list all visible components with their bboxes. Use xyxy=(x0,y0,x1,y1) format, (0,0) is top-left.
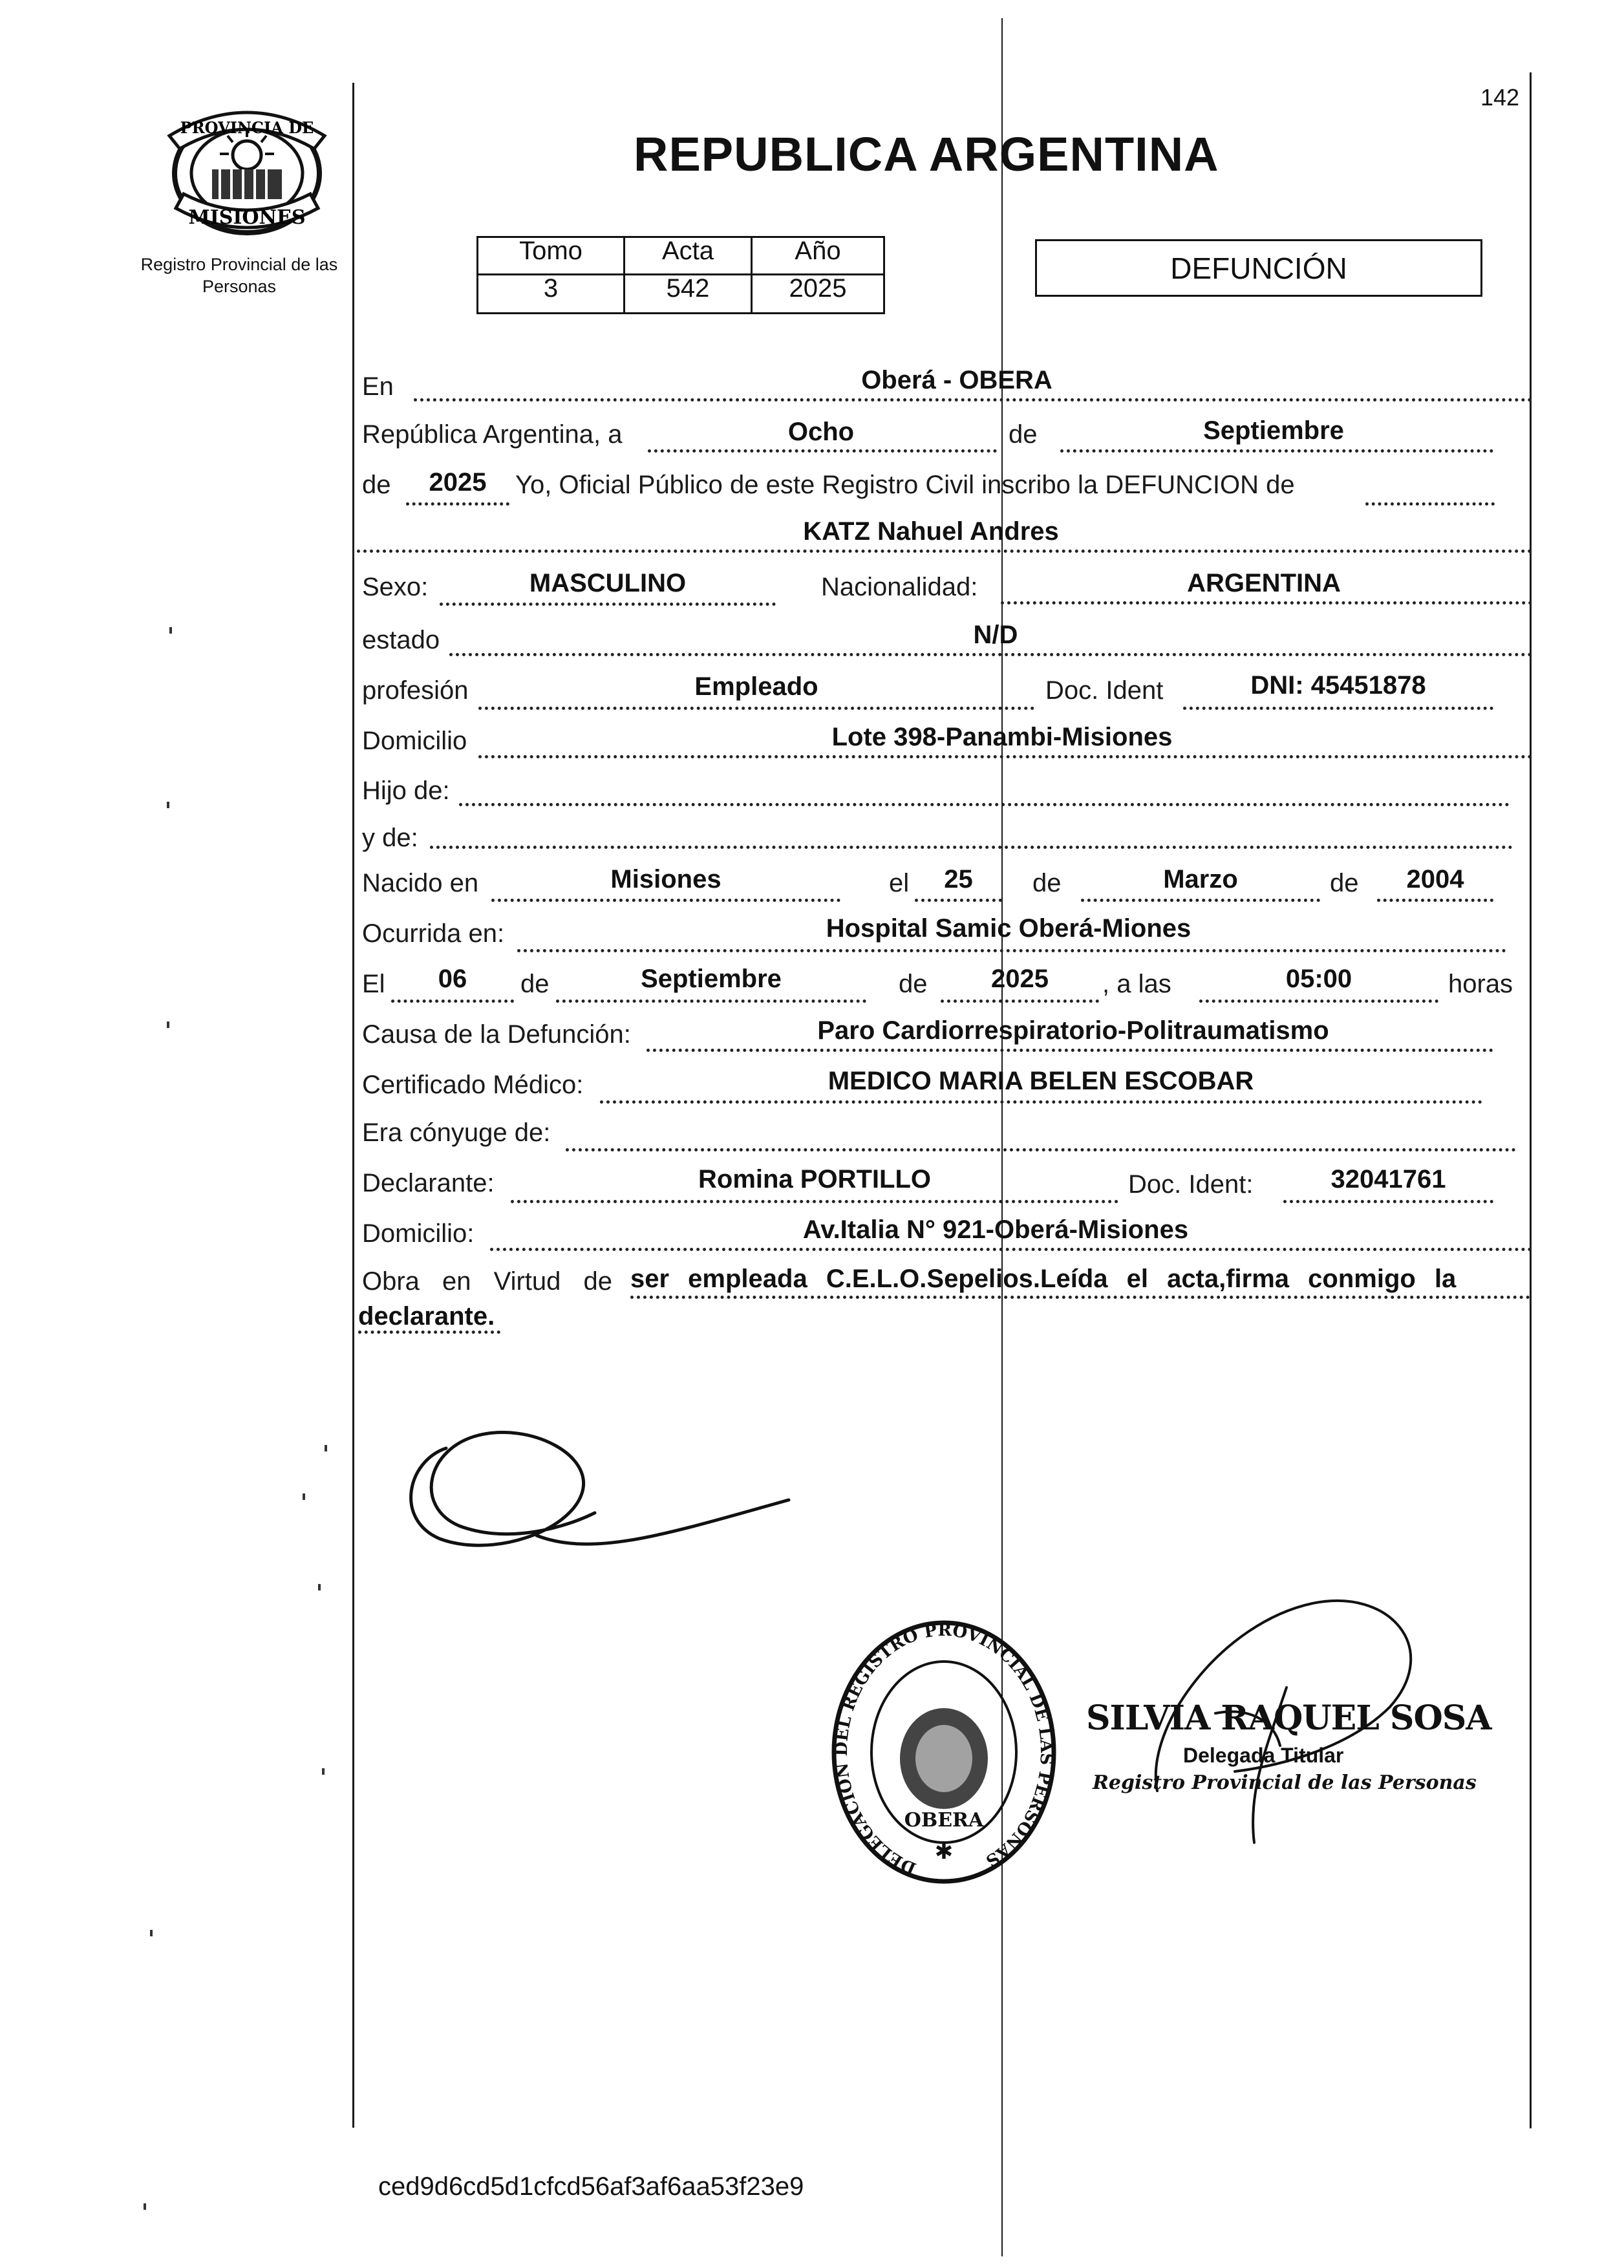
death-de-label: de xyxy=(520,970,550,998)
birth-day-dotted-line xyxy=(915,899,1002,902)
registry-name: Registro Provincial de las Personas xyxy=(140,255,338,296)
margin-speck xyxy=(150,1930,153,1936)
ocurrida-value: Hospital Samic Oberá-Miones xyxy=(826,914,1191,943)
declarante-label: Declarante: xyxy=(362,1169,495,1197)
stamp-city: OBERA xyxy=(904,1809,984,1832)
obra-value-line2: declarante. xyxy=(358,1302,495,1331)
folio-number: 142 xyxy=(1480,84,1520,111)
obra-label: Obra en Virtud de xyxy=(362,1267,613,1296)
decl-doc-dotted-line xyxy=(1283,1200,1493,1203)
deceased-name: KATZ Nahuel Andres xyxy=(803,517,1059,546)
ocurrida-dotted-line xyxy=(517,949,1506,952)
table-value-acta: 542 xyxy=(623,273,753,314)
margin-speck xyxy=(318,1584,321,1590)
margin-speck xyxy=(167,802,169,808)
profesion-dotted-line xyxy=(478,707,1034,710)
death-time: 05:00 xyxy=(1285,965,1352,993)
estado-value: N/D xyxy=(973,621,1018,649)
de-label: de xyxy=(1009,420,1038,449)
nacionalidad-dotted-line xyxy=(1001,601,1532,604)
death-day-dotted-line xyxy=(391,1000,514,1003)
sexo-dotted-line xyxy=(440,603,776,606)
y-de-label: y de: xyxy=(362,824,418,852)
stamp-star-icon: ✱ xyxy=(934,1839,954,1864)
stamp-ring-text: DELEGACION DEL REGISTRO PROVINCIAL DE LAS PERSONAS xyxy=(831,1620,1056,1878)
seal-bottom-text: MISIONES xyxy=(188,206,306,229)
margin-speck xyxy=(169,627,172,634)
table-value-ano: 2025 xyxy=(751,273,885,314)
table-value-tomo: 3 xyxy=(476,273,625,314)
causa-value: Paro Cardiorrespiratorio-Politraumatismo xyxy=(817,1016,1329,1045)
hijo-label: Hijo de: xyxy=(362,776,450,805)
decl-domicilio-dotted-line xyxy=(490,1248,1532,1251)
hijo-dotted-line xyxy=(459,803,1510,806)
right-margin-line xyxy=(1530,72,1532,2128)
death-month: Septiembre xyxy=(641,965,782,993)
death-time-dotted-line xyxy=(1199,1000,1438,1003)
month-value: Septiembre xyxy=(1203,416,1344,445)
document-hash: ced9d6cd5d1cfcd56af3af6aa53f23e9 xyxy=(378,2172,804,2201)
misiones-seal-logo xyxy=(160,97,334,246)
nacido-dotted-line xyxy=(491,899,840,902)
nacionalidad-label: Nacionalidad: xyxy=(821,573,978,601)
en-dotted-line xyxy=(414,398,1532,401)
declarante-value: Romina PORTILLO xyxy=(698,1165,931,1193)
republica-label: República Argentina, a xyxy=(362,420,623,449)
margin-speck xyxy=(325,1445,327,1451)
profesion-value: Empleado xyxy=(694,672,818,701)
country-title: REPUBLICA ARGENTINA xyxy=(634,127,1219,181)
year-value: 2025 xyxy=(429,468,487,497)
obra-dotted-line2 xyxy=(358,1331,500,1334)
birth-month-dotted-line xyxy=(1081,899,1320,902)
decl-domicilio-label: Domicilio: xyxy=(362,1219,475,1248)
table-header-ano: Año xyxy=(751,236,885,275)
margin-speck xyxy=(303,1493,305,1500)
record-type-box: DEFUNCIÓN xyxy=(1035,239,1482,297)
causa-dotted-line xyxy=(646,1049,1493,1052)
year-dotted-line xyxy=(406,502,509,506)
profesion-label: profesión xyxy=(362,676,469,705)
statement-dotted-line xyxy=(1365,502,1495,506)
declarante-dotted-line xyxy=(511,1200,1118,1203)
center-fold-line xyxy=(1001,18,1003,2256)
death-month-dotted-line xyxy=(556,1000,866,1003)
sexo-value: MASCULINO xyxy=(529,569,687,597)
birth-de2-label: de xyxy=(1330,869,1359,897)
statement-text: Yo, Oficial Público de este Registro Civil inscribo la DEFUNCION de xyxy=(515,471,1295,499)
certificado-value: MEDICO MARIA BELEN ESCOBAR xyxy=(828,1067,1254,1095)
margin-speck xyxy=(167,1022,169,1028)
left-margin-line xyxy=(352,83,354,2128)
estado-label: estado xyxy=(362,626,440,654)
birth-year-dotted-line xyxy=(1377,899,1493,902)
a-las-label: , a las xyxy=(1102,970,1171,998)
certificado-label: Certificado Médico: xyxy=(362,1071,584,1099)
day-value: Ocho xyxy=(787,418,855,446)
month-dotted-line xyxy=(1060,449,1493,453)
death-year: 2025 xyxy=(991,965,1049,993)
conyuge-dotted-line xyxy=(566,1148,1516,1151)
official-stamp xyxy=(818,1613,1070,1910)
decl-doc-value: 32041761 xyxy=(1330,1165,1446,1193)
birth-de-label: de xyxy=(1032,869,1062,897)
conyuge-label: Era cónyuge de: xyxy=(362,1118,551,1147)
signatory-title: Delegada Titular xyxy=(1183,1744,1344,1767)
nacionalidad-value: ARGENTINA xyxy=(1187,569,1341,597)
seal-top-text: PROVINCIA DE xyxy=(180,118,314,137)
birth-day: 25 xyxy=(944,865,973,893)
margin-speck xyxy=(322,1768,325,1775)
obra-value-line1: ser empleada C.E.L.O.Sepelios.Leída el acta,firma conmigo la xyxy=(630,1265,1457,1293)
obra-dotted-line1 xyxy=(630,1296,1530,1299)
death-day: 06 xyxy=(438,965,467,993)
margin-speck xyxy=(144,2203,146,2210)
y-de-dotted-line xyxy=(430,846,1513,849)
estado-dotted-line xyxy=(449,653,1532,656)
domicilio-dotted-line xyxy=(478,755,1532,758)
decl-domicilio-value: Av.Italia N° 921-Oberá-Misiones xyxy=(802,1215,1189,1244)
name-dotted-line xyxy=(357,550,1532,553)
birth-month: Marzo xyxy=(1163,865,1238,893)
declarant-signature xyxy=(401,1422,840,1597)
signatory-office: Registro Provincial de las Personas xyxy=(1093,1771,1477,1794)
signatory-name: SILVIA RAQUEL SOSA xyxy=(1086,1698,1491,1738)
el-cap-label: El xyxy=(362,970,385,998)
nacido-value: Misiones xyxy=(610,865,721,893)
en-value: Oberá - OBERA xyxy=(861,366,1052,394)
decl-doc-label: Doc. Ident: xyxy=(1128,1170,1254,1199)
horas-label: horas xyxy=(1448,970,1513,998)
table-header-tomo: Tomo xyxy=(476,236,625,275)
doc-ident-label: Doc. Ident xyxy=(1045,676,1164,705)
domicilio-value: Lote 398-Panambi-Misiones xyxy=(831,723,1173,751)
birth-year: 2004 xyxy=(1406,865,1464,893)
death-year-dotted-line xyxy=(941,1000,1099,1003)
el-label: el xyxy=(889,869,910,897)
doc-ident-value: DNI: 45451878 xyxy=(1250,671,1426,700)
en-label: En xyxy=(362,372,394,401)
nacido-label: Nacido en xyxy=(362,869,479,897)
doc-ident-dotted-line xyxy=(1183,707,1493,710)
de-year-label: de xyxy=(362,471,391,499)
domicilio-label: Domicilio xyxy=(362,727,467,755)
day-dotted-line xyxy=(648,449,997,453)
death-de2-label: de xyxy=(899,970,928,998)
causa-label: Causa de la Defunción: xyxy=(362,1020,631,1049)
table-header-acta: Acta xyxy=(623,236,753,275)
ocurrida-label: Ocurrida en: xyxy=(362,919,505,948)
certificado-dotted-line xyxy=(600,1100,1482,1104)
sexo-label: Sexo: xyxy=(362,573,429,601)
